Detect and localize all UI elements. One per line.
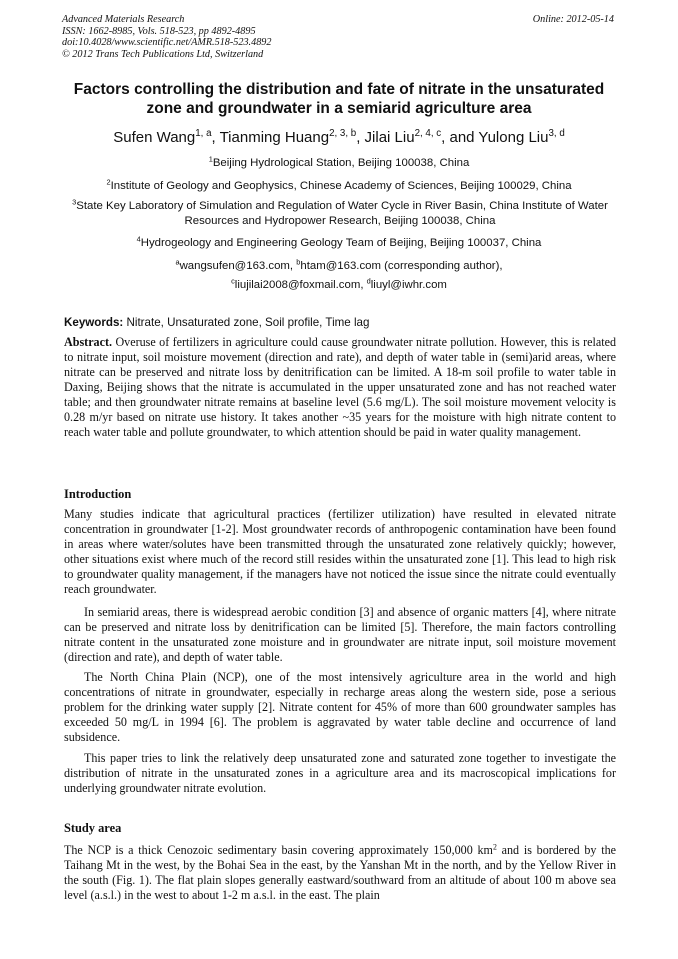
study-area-text-b: and is bordered by the Taihang Mt in the west, by the Bohai Sea in the east, by the Yanshan Mt in the north, and by the Yellow River in the south (Fig. 1). The flat plain slopes generally eastward/southward from an altitude of about 100 m above sea level (a.s.l.) in the west to about 1-2 m a.s.l. in the east. The plain bbox=[64, 843, 616, 902]
email-d: liuyl@iwhr.com bbox=[370, 279, 447, 291]
email-a: wangsufen@163.com, bbox=[179, 260, 297, 272]
author-separator: , and bbox=[441, 129, 479, 146]
study-area-paragraph-1 bbox=[64, 843, 616, 903]
keywords-text: Nitrate, Unsaturated zone, Soil profile, Time lag bbox=[123, 316, 370, 329]
paper-title: Factors controlling the distribution and fate of nitrate in the unsaturated zone and groundwater in a semiarid agriculture area bbox=[73, 81, 605, 117]
study-area-heading: Study area bbox=[64, 821, 122, 835]
affiliation-sup: 4 bbox=[136, 234, 141, 244]
issn-line: ISSN: 1662-8985, Vols. 518-523, pp 4892-4895 bbox=[62, 25, 256, 37]
keywords-label: Keywords: bbox=[64, 316, 124, 329]
email-c: liujilai2008@foxmail.com, bbox=[234, 279, 367, 291]
abstract bbox=[64, 335, 616, 440]
author-name: Sufen Wang bbox=[113, 129, 196, 146]
email-line-2 bbox=[40, 278, 638, 293]
affiliation-text: Beijing Hydrological Station, Beijing 100038, China bbox=[212, 157, 470, 169]
intro-paragraph-2: In semiarid areas, there is widespread aerobic condition [3] and absence of organic matters [4], where nitrate can be preserved and nitrate loss by denitrification can be limited [5]. Therefore, the main factors controlling nitrate content in the unsaturated zone moisture and in groundwater are nitrate input, soil moisture movement (direction and rate), and depth of water table. bbox=[64, 605, 616, 664]
affiliation-1 bbox=[40, 156, 638, 171]
abstract-text: Overuse of fertilizers in agriculture could cause groundwater nitrate pollution. However, this is related to nitrate input, soil moisture movement (direction and rate), and depth of water table in (semi)arid areas, where nitrate can be preserved and nitrate loss by denitrification can be limited. A 18-m soil profile to water table in Daxing, Beijing shows that the nitrate is accumulated in the upper unsaturated zone and has not reached water table; and then groundwater nitrate remains at baseline level (5.6 mg/L). The soil moisture movement velocity is 0.28 m/yr based on nitrate use history. It takes another ~35 years for the moisture with high nitrate content to reach water table and pollute groundwater, to which attention should be paid in water quality management. bbox=[64, 335, 616, 439]
affiliation-sup: 2 bbox=[106, 177, 111, 187]
author-name: Jilai Liu bbox=[364, 129, 415, 146]
author-sup: 1, a bbox=[195, 128, 212, 140]
author-sup: 2, 4, c bbox=[414, 128, 442, 140]
study-area-text-a: The NCP is a thick Cenozoic sedimentary basin covering approximately 150,000 km bbox=[64, 843, 493, 857]
affiliation-3 bbox=[60, 199, 620, 228]
intro-paragraph-3: The North China Plain (NCP), one of the most intensively agriculture area in the world and high concentrations of nitrate in groundwater, especially in recharge areas along the western side, pose a serious problem for the drinking water supply [2]. Nitrate content for 45% of more than 600 groundwater samples has exceeded 50 mg/L in 1994 [6]. The problem is aggravated by water table decline and occurrence of land subsidence. bbox=[64, 670, 616, 744]
author-list bbox=[40, 128, 638, 148]
affiliation-sup: 3 bbox=[72, 197, 77, 207]
author-name: Tianming Huang bbox=[219, 129, 330, 146]
author-separator: , bbox=[211, 129, 220, 146]
affiliation-text: Institute of Geology and Geophysics, Chinese Academy of Sciences, Beijing 100029, China bbox=[110, 180, 572, 192]
introduction-heading: Introduction bbox=[64, 487, 132, 501]
journal-name: Advanced Materials Research bbox=[62, 14, 185, 25]
journal-header bbox=[62, 14, 614, 60]
affiliation-sup: 1 bbox=[208, 154, 213, 164]
abstract-label: Abstract. bbox=[64, 335, 113, 349]
superscript: 2 bbox=[492, 842, 497, 852]
online-date: Online: 2012-05-14 bbox=[532, 14, 614, 25]
copyright-line: © 2012 Trans Tech Publications Ltd, Switzerland bbox=[62, 48, 264, 60]
intro-paragraph-4: This paper tries to link the relatively deep unsaturated zone and saturated zone together to investigate the distribution of nitrate in the unsaturated zones in a agriculture area and its macroscopical implications for underlying groundwater nitrate evolution. bbox=[64, 751, 616, 795]
email-line-1 bbox=[40, 259, 638, 274]
affiliation-text: Hydrogeology and Engineering Geology Team of Beijing, Beijing 100037, China bbox=[140, 237, 542, 249]
email-sup: b bbox=[296, 257, 301, 267]
affiliation-2 bbox=[40, 179, 638, 194]
author-name: Yulong Liu bbox=[478, 129, 549, 146]
author-sup: 3, d bbox=[548, 128, 565, 140]
keywords bbox=[64, 316, 616, 330]
intro-paragraph-1: Many studies indicate that agricultural practices (fertilizer utilization) have resulted in elevated nitrate concentration in groundwater [1-2]. Most groundwater records of anthropogenic contamination have been found in areas where water/solutes have been transmitted through the unsaturated zone relatively quickly; however, other situations exist where much of the record still resides within the unsaturated zone [1]. This lead to high risk to groundwater quality management, if the managers have not noticed the issue since the nitrate could eventually reach groundwater. bbox=[64, 507, 616, 596]
author-separator: , bbox=[356, 129, 365, 146]
doi-line: doi:10.4028/www.scientific.net/AMR.518-523.4892 bbox=[62, 37, 272, 48]
email-sup: a bbox=[175, 257, 180, 267]
email-b: htam@163.com (corresponding author), bbox=[300, 260, 503, 272]
email-sup: d bbox=[366, 276, 371, 286]
affiliation-text: State Key Laboratory of Simulation and Regulation of Water Cycle in River Basin, China Institute of Water Resources and Hydropower Research, Beijing 100038, China bbox=[76, 200, 608, 227]
affiliation-4 bbox=[40, 236, 638, 251]
email-sup: c bbox=[231, 276, 235, 286]
author-sup: 2, 3, b bbox=[329, 128, 357, 140]
